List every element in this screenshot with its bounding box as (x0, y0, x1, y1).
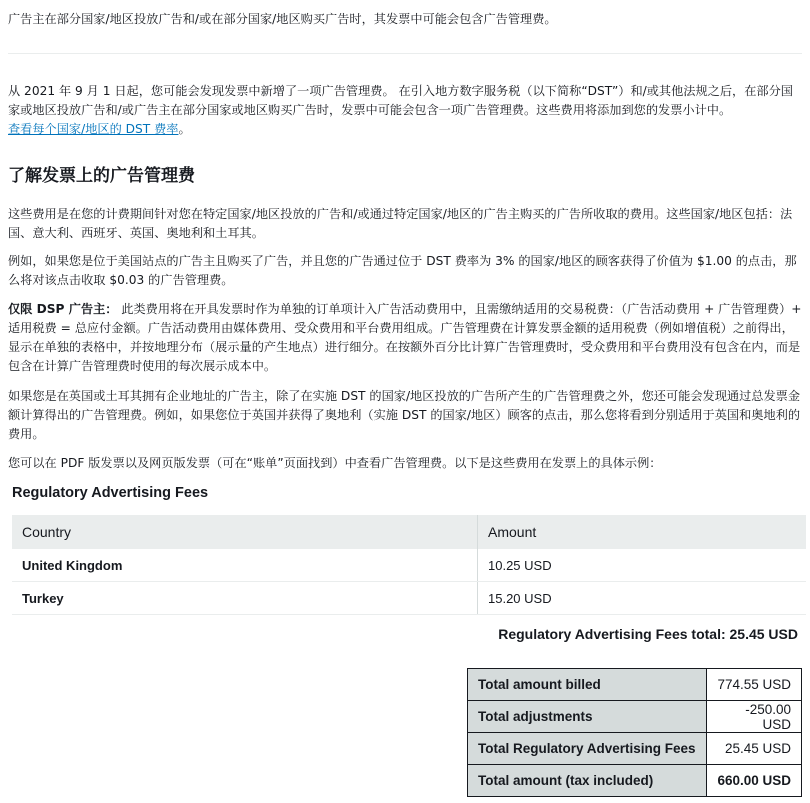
section-heading: 了解发票上的广告管理费 (8, 166, 195, 186)
dsp-text: 此类费用将在开具发票时作为单独的订单项计入广告活动费用中，且需缴纳适用的交易税费：（广告活动费用 + 广告管理费）+ 适用税费 = 总应付金额。广告活动费用由媒体费用、受众费用和平台费用组成。广告管理费在计算发票金额的适用税费（例如增值税）之前得出，显示在单独的表格中，并按地理分布（展示量的产生地点）进行细分。在按额外百分比计算广告管理费时，受众费用和平台费用没有包含在内，而是包含在计算广告管理费时使用的每次展示成本中。 (8, 302, 802, 373)
fees-table-title: Regulatory Advertising Fees (12, 485, 209, 501)
summary-value: 774.55 USD (707, 669, 802, 701)
paragraph-dsp (8, 300, 804, 376)
paragraph-invoice-view: 您可以在 PDF 版发票以及网页版发票（可在“账单”页面找到）中查看广告管理费。以下是这些费用在发票上的具体示例： (8, 456, 662, 470)
summary-label: Total Regulatory Advertising Fees (468, 733, 707, 765)
amount-cell: 10.25 USD (478, 549, 807, 582)
summary-value: -250.00 USD (707, 701, 802, 733)
paragraph-countries: 这些费用是在您的计费期间针对您在特定国家/地区投放的广告和/或通过特定国家/地区的广告主购买的广告所收取的费用。这些国家/地区包括：法国、意大利、西班牙、英国、奥地利和土耳其。 (8, 207, 793, 240)
column-header-amount: Amount (478, 515, 807, 549)
fees-table-header (12, 515, 806, 549)
intro-text: 从 2021 年 9 月 1 日起，您可能会发现发票中新增了一项广告管理费。 在引入地方数字服务税（以下简称“DST”）和/或其他法规之后，在部分国家或地区投放广告和/或广告主在部分国家或地区购买广告时，发票中可能会包含一项广告管理费。这些费用将添加到您的发票小计中。 (8, 84, 793, 117)
intro-paragraph (8, 82, 804, 139)
paragraph-example: 例如，如果您是位于美国站点的广告主且购买了广告，并且您的广告通过位于 DST 费率为 3% 的国家/地区的顾客获得了价值为 $1.00 的点击，那么将对该点击收取 $0.03 的广告管理费。 (8, 254, 797, 287)
summary-row (468, 701, 802, 733)
fees-total: Regulatory Advertising Fees total: 25.45 USD (498, 626, 798, 642)
dsp-label: 仅限 DSP 广告主： (8, 302, 118, 316)
notice-text: 广告主在部分国家/地区投放广告和/或在部分国家/地区购买广告时，其发票中可能会包含广告管理费。 (8, 12, 557, 26)
summary-label: Total amount (tax included) (468, 765, 707, 797)
summary-value: 25.45 USD (707, 733, 802, 765)
dst-rates-link[interactable]: 查看每个国家/地区的 DST 费率 (8, 122, 179, 136)
summary-label: Total amount billed (468, 669, 707, 701)
invoice-summary-table (467, 668, 802, 797)
table-row (12, 582, 806, 615)
column-header-country: Country (12, 515, 478, 549)
country-cell: United Kingdom (12, 549, 478, 582)
table-row (12, 549, 806, 582)
fees-table (12, 515, 806, 615)
intro-link-suffix: 。 (178, 122, 191, 136)
summary-row (468, 669, 802, 701)
summary-value: 660.00 USD (707, 765, 802, 797)
summary-label: Total adjustments (468, 701, 707, 733)
summary-row (468, 765, 802, 797)
summary-row (468, 733, 802, 765)
country-cell: Turkey (12, 582, 478, 615)
paragraph-uk-turkey: 如果您是在英国或土耳其拥有企业地址的广告主，除了在实施 DST 的国家/地区投放的广告所产生的广告管理费之外，您还可能会发现通过总发票金额计算得出的广告管理费。例如，如果您位于英国并获得了奥地利（实施 DST 的国家/地区）顾客的点击，那么您将看到分别适用于英国和奥地利的费用。 (8, 389, 801, 441)
amount-cell: 15.20 USD (478, 582, 807, 615)
divider (8, 53, 802, 54)
